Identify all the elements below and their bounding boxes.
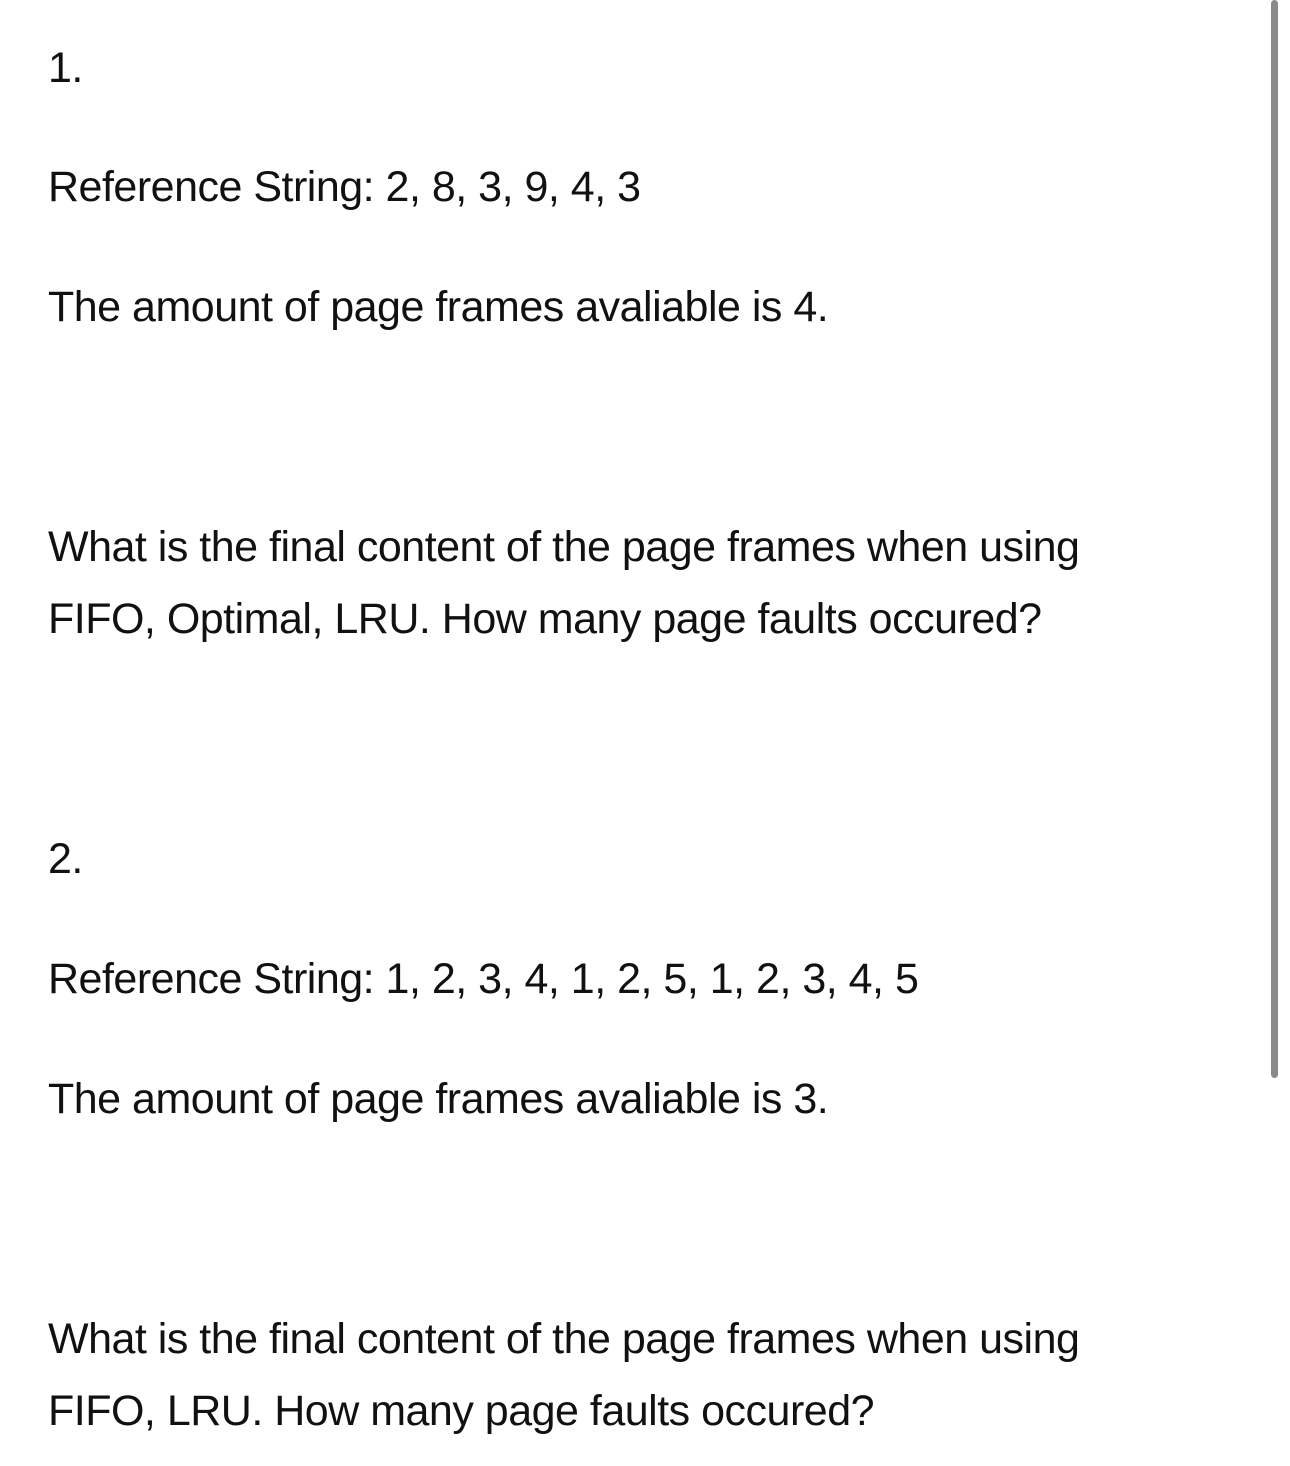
- question-2-prompt-line-2: FIFO, LRU. How many page faults occured?: [48, 1387, 875, 1435]
- scrollbar-thumb[interactable]: [1271, 0, 1278, 1078]
- vertical-scrollbar[interactable]: [1268, 0, 1290, 1466]
- question-2-prompt-line-1: What is the final content of the page frames when using: [48, 1315, 1080, 1363]
- question-2-frames: The amount of page frames avaliable is 3.: [48, 1075, 829, 1123]
- question-1-frames: The amount of page frames avaliable is 4.: [48, 283, 829, 331]
- question-2-number: 2.: [48, 835, 83, 883]
- question-1-number: 1.: [48, 44, 83, 92]
- question-2-reference-string: Reference String: 1, 2, 3, 4, 1, 2, 5, 1, 2, 3, 4, 5: [48, 955, 919, 1003]
- question-1-reference-string: Reference String: 2, 8, 3, 9, 4, 3: [48, 163, 641, 211]
- question-1-prompt-line-2: FIFO, Optimal, LRU. How many page faults occured?: [48, 595, 1042, 643]
- question-1-prompt-line-1: What is the final content of the page frames when using: [48, 523, 1080, 571]
